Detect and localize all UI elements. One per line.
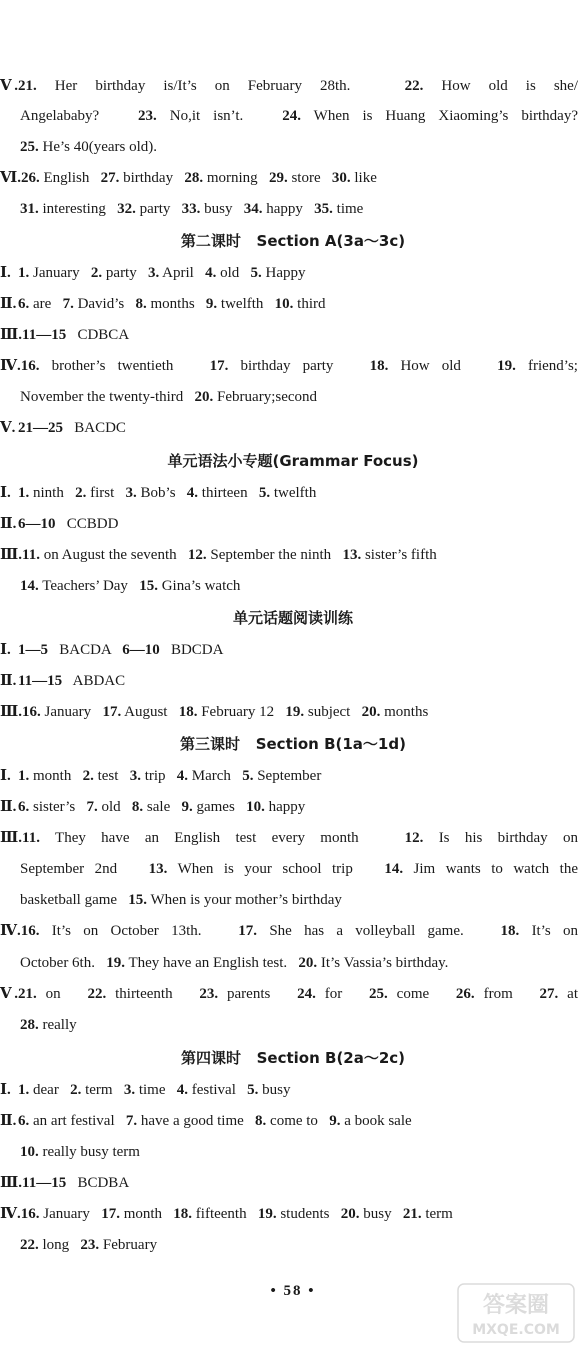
answer-text: come [387,986,456,1002]
question-number: 32. [117,201,136,217]
question-number: 14. [384,861,404,877]
question-number: 24. [297,986,316,1002]
answer-text: October 6th. [20,955,107,971]
answer-text: on August the seventh [39,547,188,563]
section-numeral: Ⅲ. [0,547,23,563]
answer-text: long [38,1237,81,1253]
answer-line [0,263,578,283]
answer-text: first [86,485,126,501]
answer-text: March [188,768,243,784]
answer-text: February 12 [197,704,286,720]
answer-text: BACDC [63,420,126,436]
answer-text: time [332,201,364,217]
answer-line [0,294,578,314]
question-number: 1. [18,768,30,784]
section-heading: 单元话题阅读训练 [232,609,353,627]
section-numeral: Ⅵ. [0,170,21,186]
answer-text: When is your school trip [167,861,385,877]
answer-text: January [40,704,103,720]
answer-text: third [293,296,326,312]
answer-text: morning [203,170,269,186]
section-numeral: Ⅳ. [0,923,21,939]
question-number: 10. [274,296,294,312]
question-number: 8. [135,296,147,312]
answer-line [0,984,578,1004]
answer-text: students [276,1206,341,1222]
answer-text: come to [266,1113,330,1129]
answer-text: festival [187,1082,248,1098]
question-number: 15. [128,892,148,908]
question-number: 13. [342,547,362,563]
section-heading: 第二课时 Section A(3a～3c) [180,232,406,250]
answer-text: at [558,986,579,1002]
answer-line [20,576,578,596]
answer-text: It’s Vassia’s birthday. [317,955,449,971]
answer-text: twelfth [270,485,317,501]
answer-text: birthday party [228,358,370,374]
answer-text: brother’s twentieth [39,358,210,374]
answer-text: months [146,296,206,312]
answer-text: January [29,265,91,281]
question-number: 26. [21,170,40,186]
question-number: 12. [187,547,207,563]
question-number: 11. [22,547,40,563]
answer-text: How old [388,358,498,374]
page-number: • 58 • [270,1283,316,1299]
answer-line [0,640,578,660]
answer-text: party [135,201,182,217]
section-numeral: Ⅱ. [0,1113,17,1129]
answer-text: sister’s [29,799,87,815]
answer-text: games [192,799,247,815]
answer-line [0,797,578,817]
section-numeral: Ⅲ. [0,704,23,720]
question-number: 1. [18,485,30,501]
question-number: 9. [181,799,193,815]
question-number: 14. [20,578,39,594]
answer-text: birthday [119,170,185,186]
question-number: 3. [129,768,141,784]
answer-text: CCBDD [55,516,119,532]
answer-text: BDCDA [159,642,224,658]
question-number: 21—25 [18,420,63,436]
section-numeral: Ⅱ. [0,516,17,532]
answer-text: on [36,986,88,1002]
section-numeral: Ⅲ. [0,327,23,343]
answer-text: interesting [38,201,118,217]
answer-text: ABDAC [62,673,126,689]
answer-text: September [253,768,322,784]
question-number: 18. [178,704,198,720]
answer-line [0,1080,578,1100]
section-numeral: Ⅴ. [0,78,18,94]
section-numeral: Ⅲ. [0,830,23,846]
question-number: 26. [455,986,475,1002]
answer-text: store [287,170,332,186]
answer-text: dear [29,1082,71,1098]
question-number: 1. [18,1082,30,1098]
answer-text: Angelababy? [20,108,139,124]
question-number: 2. [70,1082,82,1098]
answer-line [0,356,578,376]
question-number: 2. [75,485,87,501]
answer-text: an art festival [29,1113,126,1129]
watermark-logo [456,1282,576,1344]
question-number: 16. [20,358,40,374]
question-number: 20. [361,704,381,720]
question-number: 29. [268,170,288,186]
question-number: 22. [87,986,107,1002]
question-number: 5. [247,1082,259,1098]
question-number: 20. [298,955,318,971]
question-number: 11—15 [22,1175,67,1191]
answer-text: They have an English test. [124,955,299,971]
section-numeral: Ⅳ. [0,358,21,374]
question-number: 1. [18,265,30,281]
section-heading: 第三课时 Section B(1a～1d) [180,735,406,753]
question-number: 23. [138,108,157,124]
question-number: 6—10 [122,642,160,658]
answer-text: How old is she/ [423,78,578,94]
section-heading: 单元语法小专题(Grammar Focus) [167,452,419,470]
answer-text: It’s on October 13th. [39,923,239,939]
question-number: 6. [18,799,30,815]
question-number: 34. [243,201,263,217]
answer-line [0,671,578,691]
question-number: 28. [20,1017,39,1033]
answer-line [0,766,578,786]
question-number: 35. [314,201,333,217]
answer-line [20,1142,578,1162]
section-numeral: Ⅰ. [0,265,11,281]
answer-text: subject [304,704,362,720]
question-number: 23. [199,986,219,1002]
answer-text: Gina’s watch [157,578,241,594]
question-number: 17. [209,358,229,374]
answer-text: month [29,768,83,784]
question-number: 16. [20,923,40,939]
question-number: 8. [255,1113,267,1129]
answer-text: a book sale [340,1113,412,1129]
question-number: 16. [22,704,41,720]
question-number: 19. [285,704,305,720]
answer-line [0,418,578,438]
answer-text: David’s [73,296,136,312]
answer-text: like [350,170,377,186]
answer-text: friend’s; [515,358,578,374]
answer-text: fifteenth [192,1206,258,1222]
question-number: 24. [282,108,301,124]
question-number: 33. [181,201,201,217]
answer-line [20,106,578,126]
answer-text: August [121,704,179,720]
question-number: 20. [340,1206,360,1222]
question-number: 11—15 [18,673,63,689]
answer-text: old [216,265,251,281]
question-number: 2. [82,768,94,784]
question-number: 3. [125,485,137,501]
question-number: 22. [404,78,424,94]
question-number: 5. [250,265,262,281]
answer-line [0,545,578,565]
section-heading: 第四课时 Section B(2a～2c) [180,1049,406,1067]
answer-text: busy [359,1206,403,1222]
answer-text: really busy term [38,1144,140,1160]
answer-line [0,514,578,534]
answer-text: time [135,1082,177,1098]
answer-text: term [421,1206,453,1222]
answer-line [20,890,578,910]
question-number: 17. [238,923,258,939]
answer-line [0,483,578,503]
answer-text: parents [218,986,298,1002]
question-number: 2. [90,265,103,281]
answer-line [0,1204,578,1224]
answer-text: sale [143,799,182,815]
question-number: 4. [186,485,199,501]
question-number: 15. [139,578,158,594]
answer-text: It’s on [519,923,578,939]
answer-line [20,137,578,157]
question-number: 17. [101,1206,120,1222]
answer-line [0,325,578,345]
answer-text: twelfth [217,296,275,312]
section-numeral: Ⅰ. [0,1082,11,1098]
question-number: 6. [18,296,30,312]
question-number: 28. [184,170,204,186]
question-number: 25. [20,139,39,155]
answer-line [0,1173,578,1193]
question-number: 27. [100,170,120,186]
answer-line [0,168,578,188]
answer-text: Is his birthday on [423,830,579,846]
answer-text: month [119,1206,174,1222]
question-number: 19. [497,358,516,374]
question-number: 18. [369,358,389,374]
answer-text: January [39,1206,102,1222]
answer-text: February [99,1237,158,1253]
answer-text: Teachers’ Day [38,578,140,594]
answer-text: April [159,265,206,281]
question-number: 5. [242,768,254,784]
answer-text: really [38,1017,77,1033]
answer-line [20,1235,578,1255]
answer-line [20,859,578,879]
answer-text: for [315,986,370,1002]
question-number: 4. [176,768,189,784]
section-numeral: Ⅱ. [0,799,17,815]
question-number: 11—15 [22,327,67,343]
answer-text: November the twenty-third [20,389,195,405]
section-numeral: Ⅳ. [0,1206,21,1222]
answer-text: September 2nd [20,861,149,877]
answer-text: Bob’s [136,485,187,501]
watermark-url: MXQE.COM [472,1322,560,1338]
section-numeral: Ⅴ. [0,986,18,1002]
answer-text: are [29,296,63,312]
answer-line [0,921,578,941]
answer-text: sister’s fifth [361,547,437,563]
answer-line [20,1015,578,1035]
question-number: 4. [176,1082,188,1098]
answer-text: When is Huang Xiaoming’s birthday? [300,108,578,124]
question-number: 21. [18,78,37,94]
answer-text: from [474,986,540,1002]
question-number: 6—10 [18,516,56,532]
section-numeral: Ⅴ. [0,420,16,436]
answer-line [20,387,578,407]
watermark-text: 答案圈 [482,1293,550,1318]
answer-line [0,1111,578,1131]
answer-line [0,76,578,96]
question-number: 18. [173,1206,193,1222]
question-number: 7. [62,296,74,312]
question-number: 9. [205,296,218,312]
question-number: 19. [257,1206,277,1222]
answer-text: old [97,799,132,815]
answer-text: They have an English test every month [39,830,405,846]
answer-text: BCDBA [66,1175,130,1191]
answer-line [20,953,578,973]
question-number: 31. [20,201,39,217]
answer-text: Jim wants to watch the [403,861,578,877]
answer-line [0,828,578,848]
answer-text: She has a volleyball game. [257,923,501,939]
answer-text: have a good time [137,1113,256,1129]
question-number: 10. [246,799,265,815]
answer-text: thirteen [198,485,259,501]
answer-text: ninth [29,485,76,501]
answer-text: months [380,704,429,720]
answer-text: Happy [261,265,306,281]
answer-text: February;second [213,389,318,405]
question-number: 4. [205,265,217,281]
question-number: 9. [329,1113,341,1129]
answer-line [20,199,578,219]
question-number: 27. [539,986,559,1002]
answer-text: trip [140,768,177,784]
question-number: 21. [402,1206,422,1222]
question-number: 20. [194,389,214,405]
question-number: 19. [106,955,125,971]
answer-text: basketball game [20,892,129,908]
question-number: 25. [369,986,388,1002]
question-number: 3. [147,265,160,281]
answer-text: thirteenth [106,986,200,1002]
answer-text: BACDA [48,642,123,658]
answer-text: party [102,265,148,281]
question-number: 21. [18,986,37,1002]
answer-text: Her birthday is/It’s on February 28th. [36,78,405,94]
answer-text: September the ninth [206,547,343,563]
question-number: 7. [86,799,98,815]
question-number: 30. [331,170,351,186]
question-number: 18. [500,923,520,939]
answer-text: He’s 40(years old). [38,139,158,155]
question-number: 10. [20,1144,39,1160]
question-number: 11. [22,830,40,846]
answer-text: test [93,768,130,784]
answer-text: busy [200,201,244,217]
answer-text: No,it isn’t. [156,108,283,124]
section-numeral: Ⅰ. [0,485,11,501]
question-number: 6. [18,1113,30,1129]
answer-line [0,702,578,722]
section-numeral: Ⅰ. [0,642,11,658]
question-number: 22. [20,1237,39,1253]
question-number: 5. [258,485,271,501]
question-number: 16. [20,1206,40,1222]
question-number: 1—5 [18,642,48,658]
section-numeral: Ⅲ. [0,1175,23,1191]
question-number: 8. [131,799,144,815]
answer-text: term [81,1082,124,1098]
question-number: 3. [123,1082,136,1098]
question-number: 7. [125,1113,138,1129]
answer-text: busy [258,1082,291,1098]
section-numeral: Ⅱ. [0,673,17,689]
question-number: 12. [404,830,424,846]
question-number: 23. [80,1237,100,1253]
answer-text: happy [262,201,315,217]
question-number: 13. [148,861,168,877]
answer-text: happy [264,799,306,815]
question-number: 17. [102,704,122,720]
section-numeral: Ⅰ. [0,768,11,784]
section-numeral: Ⅱ. [0,296,17,312]
answer-text: CDBCA [66,327,130,343]
answer-text: When is your mother’s birthday [147,892,342,908]
answer-text: English [39,170,101,186]
